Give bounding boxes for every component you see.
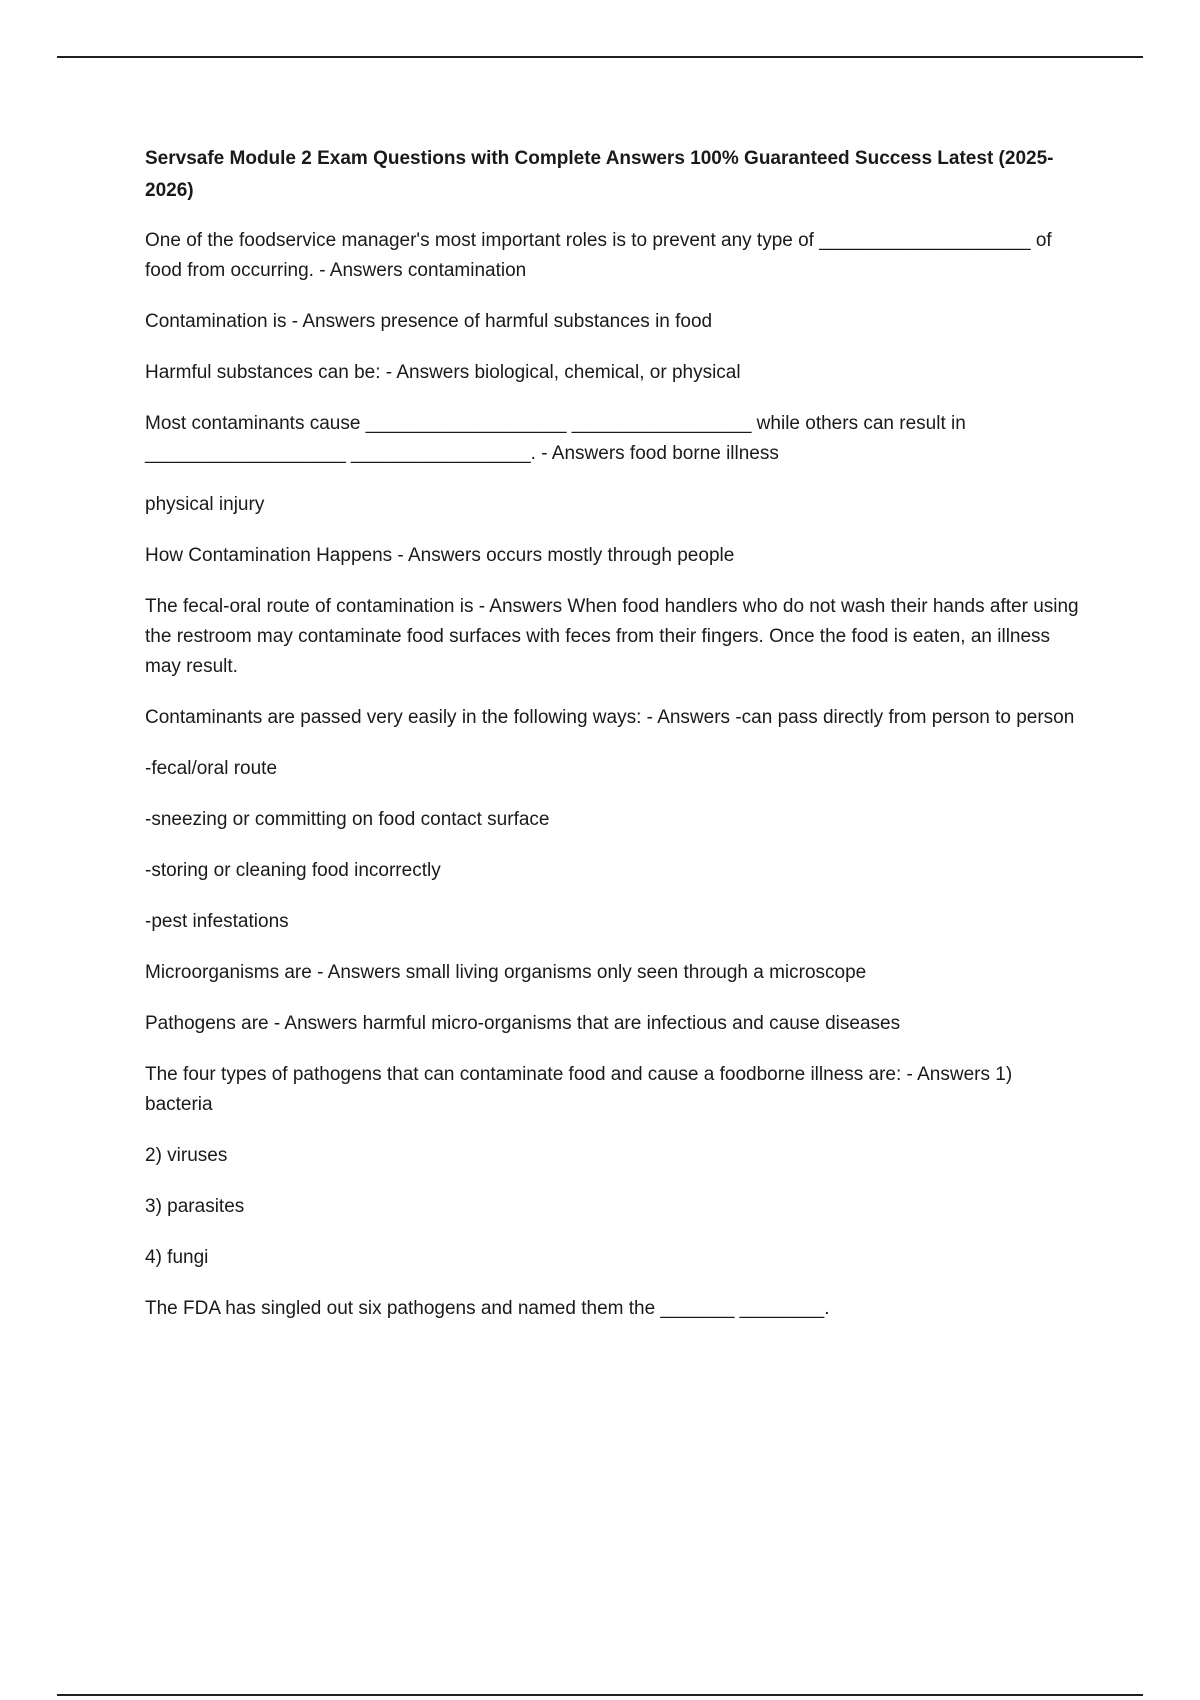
paragraph-8: Contaminants are passed very easily in the following ways: - Answers -can pass directly from person to person <box>145 707 1075 728</box>
paragraph-19: The FDA has singled out six pathogens and named them the _______ ________. <box>145 1298 830 1319</box>
document-body <box>145 143 1085 1345</box>
paragraph-5: physical injury <box>145 494 265 515</box>
paragraph-13: Microorganisms are - Answers small living organisms only seen through a microscope <box>145 962 867 983</box>
paragraph-6: How Contamination Happens - Answers occurs mostly through people <box>145 545 735 566</box>
document-title: Servsafe Module 2 Exam Questions with Complete Answers 100% Guaranteed Success Latest (2025-2026) <box>145 148 1054 201</box>
footer-rule <box>57 1694 1143 1696</box>
paragraph-14: Pathogens are - Answers harmful micro-organisms that are infectious and cause diseases <box>145 1013 901 1034</box>
paragraph-12: -pest infestations <box>145 911 289 932</box>
paragraph-1: One of the foodservice manager's most important roles is to prevent any type of ____________________ of food from occurring. - Answers contamination <box>145 230 1052 281</box>
paragraph-9: -fecal/oral route <box>145 758 278 779</box>
paragraph-4: Most contaminants cause ___________________ _________________ while others can result in ___________________ _________________. - Answers food borne illness <box>145 413 966 464</box>
paragraph-7: The fecal-oral route of contamination is - Answers When food handlers who do not wash their hands after using the restroom may contaminate food surfaces with feces from their fingers. Once the food is eaten, an illness may result. <box>145 596 1079 677</box>
paragraph-3: Harmful substances can be: - Answers biological, chemical, or physical <box>145 362 741 383</box>
paragraph-16: 2) viruses <box>145 1145 228 1166</box>
header-rule <box>57 56 1143 58</box>
paragraph-10: -sneezing or committing on food contact surface <box>145 809 550 830</box>
paragraph-17: 3) parasites <box>145 1196 245 1217</box>
paragraph-2: Contamination is - Answers presence of harmful substances in food <box>145 311 713 332</box>
paragraph-15: The four types of pathogens that can contaminate food and cause a foodborne illness are: - Answers 1) bacteria <box>145 1064 1013 1115</box>
paragraph-18: 4) fungi <box>145 1247 209 1268</box>
paragraph-11: -storing or cleaning food incorrectly <box>145 860 441 881</box>
